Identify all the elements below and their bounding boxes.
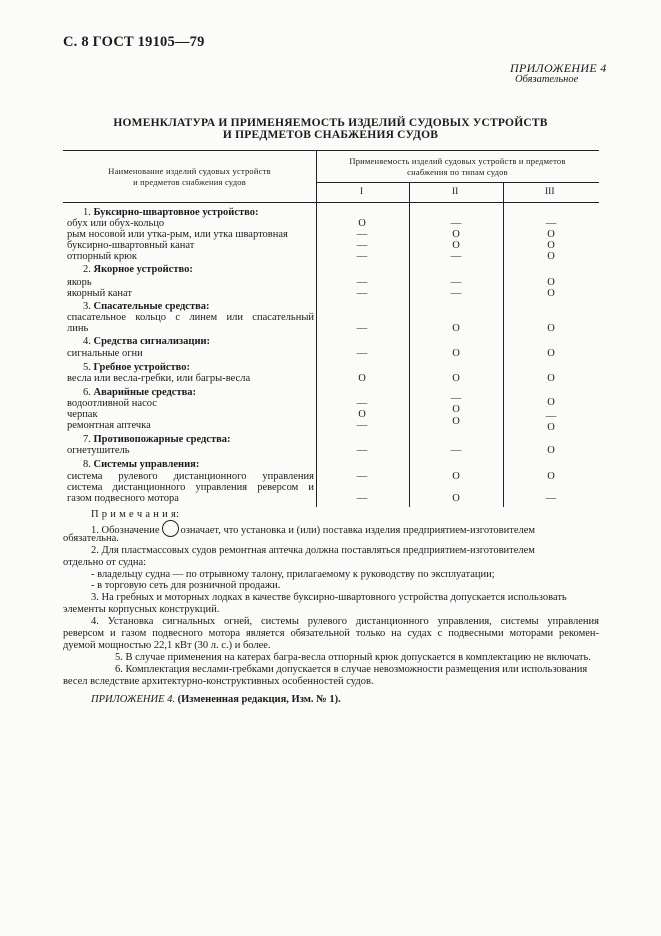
note-2-line-3: - владельцу судна — по отрывному талону, прилагаемому к руководству по эксплуатации; [91,569,495,580]
amendment-appendix-ref: ПРИЛОЖЕНИЕ 4. [91,694,175,705]
applicability-cell-type-II: О [452,416,460,427]
note-1 [91,520,535,537]
applicability-cell-type-II: О [452,373,460,384]
item-label: рым носовой или утка-рым, или утка швартовная [67,229,288,240]
item-label: огнетушитель [67,445,130,456]
note-6-line-1: 6. Комплектация веслами-гребками допускается в случае невозможности размещения или использования [115,664,588,675]
section-heading [83,264,193,276]
item-label: спасательное кольцо с линем или спасательный [67,312,314,323]
note-5-line-1: 5. В случае применения на катерах багра-весла отпорный крюк допускается в комплектацию не включать. [115,652,591,663]
section-title: Аварийные средства: [93,387,197,398]
applicability-cell-type-II: О [452,323,460,334]
applicability-cell-type-I: — [356,240,368,251]
note-2-line-1: 2. Для пластмассовых судов ремонтная аптечка должна поставляться предприятием-изготовителем [91,545,535,556]
applicability-cell-type-I: — [356,471,368,482]
applicability-cell-type-III: О [547,373,555,384]
applicability-cell-type-III: О [547,229,555,240]
applicability-cell-type-II: — [450,393,462,404]
circle-mark-icon [162,520,179,537]
page-header: С. 8 ГОСТ 19105—79 [63,34,205,50]
applicability-header-line-2: снабжения по типам судов [407,167,508,177]
note-2-line-2: отдельно от судна: [63,557,147,568]
note-1-before: 1. Обозначение [91,525,160,536]
item-label: линь [67,323,89,334]
applicability-cell-type-II: О [452,240,460,251]
applicability-cell-type-III: — [545,411,557,422]
applicability-cell-type-III: О [547,422,555,433]
applicability-cell-type-II: О [452,471,460,482]
item-label: обух или обух-кольцо [67,218,165,229]
applicability-cell-type-I: — [356,277,368,288]
note-4-line-3: дуемой мощностью 22,1 кВт (30 л. с.) и более. [63,640,271,651]
applicability-cell-type-II: О [452,493,460,504]
amendment-text: (Измененная редакция, Изм. № 1). [177,694,341,705]
applicability-cell-type-I: — [356,398,368,409]
section-number: 4. [83,336,94,347]
applicability-cell-type-I: — [356,348,368,359]
note-3-line-2: элементы корпусных конструкций. [63,604,220,615]
applicability-cell-type-II: О [452,404,460,415]
section-number: 2. [83,264,94,275]
name-column-header-line-1: Наименование изделий судовых устройств [108,166,271,176]
section-title: Буксирно-швартовное устройство: [93,207,259,218]
applicability-cell-type-II: — [450,445,462,456]
item-label: весла или весла-гребки, или багры-весла [67,373,251,384]
applicability-cell-type-III: — [545,218,557,229]
document-title-line-2: И ПРЕДМЕТОВ СНАБЖЕНИЯ СУДОВ [222,129,439,141]
applicability-cell-type-II: — [450,288,462,299]
name-column-header-line-2: и предметов снабжения судов [133,177,246,187]
item-label: система дистанционного управления реверсом и [67,482,314,493]
section-heading [83,336,210,348]
item-label: газом подвесного мотора [67,493,179,504]
applicability-cell-type-III: О [547,323,555,334]
applicability-cell-type-III: О [547,277,555,288]
section-title: Спасательные средства: [93,301,210,312]
item-label: якорный канат [67,288,133,299]
applicability-cell-type-III: О [547,471,555,482]
applicability-cell-type-II: О [452,348,460,359]
section-number: 5. [83,362,94,373]
applicability-cell-type-III: О [547,288,555,299]
section-title: Средства сигнализации: [93,336,211,347]
applicability-cell-type-I: — [356,420,368,431]
section-heading [83,459,199,471]
section-number: 8. [83,459,94,470]
applicability-cell-type-I: О [358,409,366,420]
item-label: ремонтная аптечка [67,420,151,431]
applicability-cell-type-III: О [547,445,555,456]
applicability-cell-type-II: — [450,277,462,288]
item-label: водоотливной насос [67,398,157,409]
applicability-cell-type-III: О [547,348,555,359]
item-label: отпорный крюк [67,251,138,262]
note-6-line-2: весел вследствие архитектурно-конструктивных особенностей судов. [63,676,374,687]
note-4-line-1: 4. Установка сигнальных огней, системы рулевого дистанционного управления, системы управления [91,616,599,627]
section-title: Якорное устройство: [93,264,193,275]
type-column-header-I: I [360,187,364,197]
amendment-note [91,694,341,706]
item-label: буксирно-швартовный канат [67,240,195,251]
applicability-cell-type-I: О [358,218,366,229]
applicability-cell-type-I: — [356,323,368,334]
item-label: сигнальные огни [67,348,143,359]
applicability-cell-type-I: — [356,251,368,262]
applicability-cell-type-I: — [356,229,368,240]
section-number: 3. [83,301,94,312]
applicability-header-line-1: Применяемость изделий судовых устройств и предметов [349,156,566,166]
applicability-cell-type-I: — [356,288,368,299]
note-4-line-2: реверсом и газом подвесного мотора является обязательной только на судах с подвесными моторами рекомен- [63,628,599,639]
applicability-cell-type-III: О [547,397,555,408]
applicability-cell-type-III: О [547,240,555,251]
note-2-line-4: - в торговую сеть для розничной продажи. [91,580,281,591]
document-title-line-1: НОМЕНКЛАТУРА И ПРИМЕНЯЕМОСТЬ ИЗДЕЛИЙ СУДОВЫХ УСТРОЙСТВ [113,117,548,129]
note-1-after: означает, что установка и (или) поставка изделия предприятием-изготовителем [180,525,536,536]
type-column-header-III: III [545,187,555,197]
applicability-cell-type-III: О [547,251,555,262]
section-title: Системы управления: [93,459,200,470]
note-1-continued: обязательна. [63,533,119,544]
applicability-cell-type-II: О [452,229,460,240]
applicability-cell-type-I: О [358,373,366,384]
section-number: 6. [83,387,94,398]
type-column-header-II: II [452,187,459,197]
applicability-cell-type-II: — [450,251,462,262]
applicability-cell-type-I: — [356,445,368,456]
note-3-line-1: 3. На гребных и моторных лодках в качестве буксирно-швартовного устройства допускается использовать [91,592,567,603]
appendix-label: ПРИЛОЖЕНИЕ 4 [510,61,607,75]
item-label: система рулевого дистанционного управления [67,471,314,482]
applicability-cell-type-III: — [545,493,557,504]
section-number: 7. [83,434,94,445]
applicability-cell-type-I: — [356,493,368,504]
item-label: черпак [67,409,98,420]
section-title: Гребное устройство: [93,362,191,373]
appendix-status: Обязательное [515,74,579,85]
section-number: 1. [83,207,94,218]
item-label: якорь [67,277,92,288]
applicability-cell-type-II: — [450,218,462,229]
notes-heading: П р и м е ч а н и я: [91,509,180,520]
section-title: Противопожарные средства: [93,434,231,445]
